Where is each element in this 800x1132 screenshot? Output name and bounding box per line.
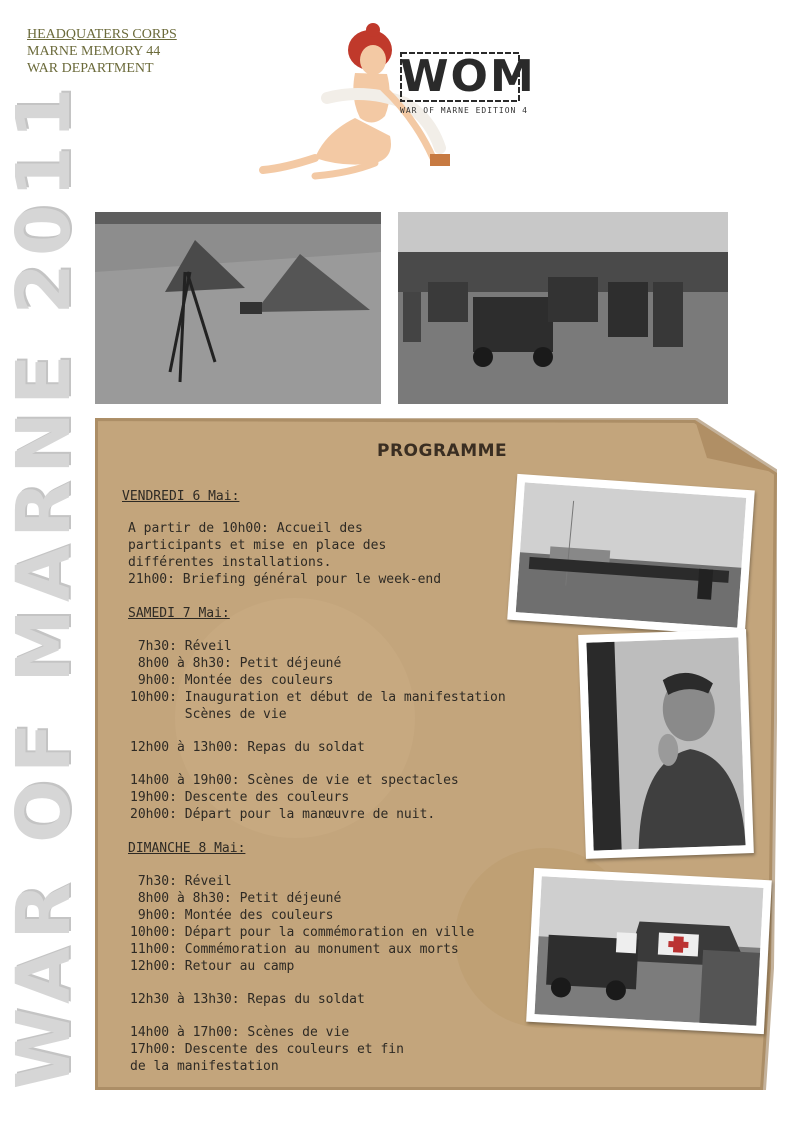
friday-line: différentes installations. xyxy=(128,555,332,570)
saturday-line: 9h00: Montée des couleurs xyxy=(130,673,334,688)
vertical-title: WAR OF MARNE 2011 xyxy=(1,80,87,1090)
saturday-line: 20h00: Départ pour la manœuvre de nuit. xyxy=(130,807,436,822)
header-line-corps: HEADQUATERS CORPS xyxy=(27,27,177,42)
sunday-line: 8h00 à 8h30: Petit déjeuné xyxy=(130,891,342,906)
saturday-line: 19h00: Descente des couleurs xyxy=(130,790,350,805)
friday-line: 21h00: Briefing général pour le week-end xyxy=(128,572,442,587)
sunday-line: 12h30 à 13h30: Repas du soldat xyxy=(130,992,365,1007)
sunday-line: 14h00 à 17h00: Scènes de vie xyxy=(130,1025,350,1040)
saturday-line: Scènes de vie xyxy=(130,707,287,722)
header-block xyxy=(27,26,177,77)
friday-line: participants et mise en place des xyxy=(128,538,387,553)
photo-tents xyxy=(95,212,381,404)
saturday-line: 12h00 à 13h00: Repas du soldat xyxy=(130,740,365,755)
photo-jeeps xyxy=(398,212,728,404)
polaroid-ambulance xyxy=(526,868,772,1034)
programme-title: PROGRAMME xyxy=(377,441,508,461)
wom-logo-text: WOM xyxy=(400,51,536,102)
sunday-line: 10h00: Départ pour la commémoration en ville xyxy=(130,925,475,940)
friday-line: A partir de 10h00: Accueil des xyxy=(128,521,363,536)
header-line-department: WAR DEPARTMENT xyxy=(27,61,154,76)
polaroid-formation xyxy=(507,474,755,636)
header-line-memory: MARNE MEMORY 44 xyxy=(27,44,161,59)
sunday-line: 17h00: Descente des couleurs et fin xyxy=(130,1042,404,1057)
saturday-line: 8h00 à 8h30: Petit déjeuné xyxy=(130,656,342,671)
day-heading-friday: VENDREDI 6 Mai: xyxy=(122,489,240,504)
pinup-logo-illustration xyxy=(255,18,545,188)
sunday-line: 7h30: Réveil xyxy=(130,874,232,889)
saturday-line: 14h00 à 19h00: Scènes de vie et spectacles xyxy=(130,773,459,788)
sunday-line: 12h00: Retour au camp xyxy=(130,959,295,974)
saturday-line: 7h30: Réveil xyxy=(130,639,232,654)
sunday-line: 9h00: Montée des couleurs xyxy=(130,908,334,923)
wom-logo xyxy=(400,51,536,102)
wom-logo-subtitle: WAR OF MARNE EDITION 4 xyxy=(400,106,528,115)
sunday-line: 11h00: Commémoration au monument aux morts xyxy=(130,942,459,957)
sunday-line: de la manifestation xyxy=(130,1059,279,1074)
day-heading-saturday: SAMEDI 7 Mai: xyxy=(128,606,230,621)
day-heading-sunday: DIMANCHE 8 Mai: xyxy=(128,841,246,856)
saturday-line: 10h00: Inauguration et début de la manifestation xyxy=(130,690,506,705)
polaroid-portrait xyxy=(578,629,754,859)
